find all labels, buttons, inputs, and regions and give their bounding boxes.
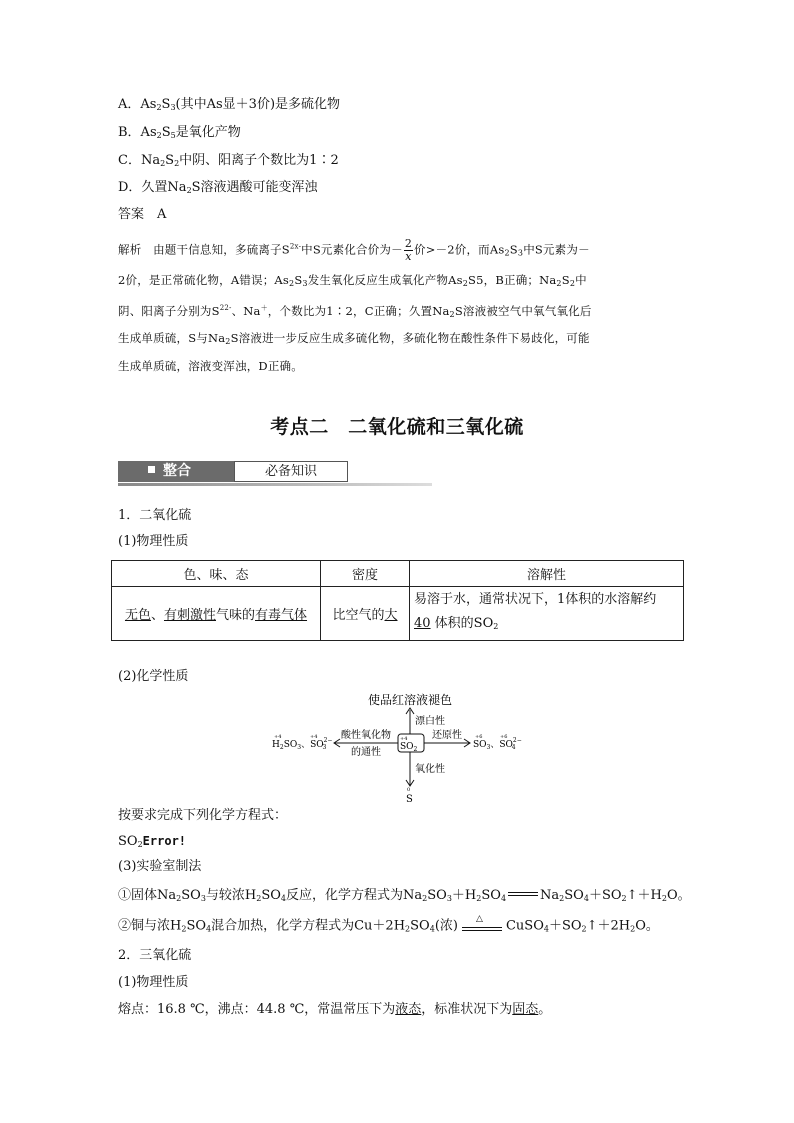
so2-properties-diagram (260, 692, 540, 804)
banner-box: 必备知识 (234, 461, 348, 482)
diagram-left-species: $H_2SO_3$、$SO^{2-}$ 3 (272, 737, 333, 751)
table-header: 色、味、态 (112, 561, 321, 587)
properties-table (111, 560, 684, 641)
explanation-line-2: 2价，是正常硫化物，A错误；$As_2S_3$发生氧化反应生成氧化产物$As_2S5$，B正确；$Na_2S_2$中 (118, 273, 587, 288)
svg-text:0: 0 (407, 787, 411, 793)
table-header: 溶解性 (410, 561, 684, 587)
table-cell-color-smell: 无色、有刺激性气味的有毒气体 (112, 587, 321, 641)
fraction: $\frac{2}{x}$ (404, 237, 413, 263)
heading-so2: 1．二氧化硫 (118, 508, 192, 523)
diagram-left-label-2: 的通性 (351, 747, 381, 758)
diagram-bottom: S (406, 794, 413, 804)
lab-equation-2: ②铜与浓$H_2SO_4$混合加热，化学方程式为$Cu+2H_2SO_4$(浓) △ $CuSO_4+SO_2↑+2H_2O$。 (118, 914, 659, 934)
section-title: 考点二 二氧化硫和三氧化硫 (270, 416, 524, 438)
heading-so3: 2．三氧化硫 (118, 948, 192, 963)
table-cell-density: 比空气的大 (321, 587, 410, 641)
table-cell-solubility: 易溶于水，通常状况下，1体积的水溶解约 40 体积的$SO_2$ (410, 587, 684, 641)
diagram-top: 使品红溶液褪色 (367, 693, 453, 707)
option-b: B．$As_2S_5$是氧化产物 (118, 125, 241, 140)
diagram-left-label-1: 酸性氧化物 (341, 730, 391, 741)
lab-equation-1: ①固体$Na_2SO_3$与较浓$H_2SO_4$反应，化学方程式为$Na_2SO_3+H_2SO_4$ $Na_2SO_4+SO_2↑+H_2O$。 (118, 888, 691, 903)
equals-sign (508, 892, 538, 896)
diagram-right-species: $SO_3$、$SO^{2-}$ 4 (473, 737, 522, 751)
diagram-bleach: 漂白性 (415, 716, 445, 727)
table-header: 密度 (321, 561, 410, 587)
heading-chemical: (2)化学性质 (118, 669, 189, 684)
svg-text:+4: +4 (310, 734, 318, 740)
explanation-line-3: 阴、阳离子分别为$S^{22-}$、Na＋，个数比为1∶2，C正确；久置$Na_2S$溶液被空气中氧气氧化后 (118, 304, 592, 319)
svg-text:+6: +6 (475, 734, 483, 740)
answer: 答案 A (118, 207, 167, 222)
diagram-oxid: 氧化性 (415, 764, 445, 775)
banner-rule (118, 483, 432, 486)
complete-prompt: 按要求完成下列化学方程式： (118, 808, 288, 823)
svg-text:+4: +4 (400, 736, 408, 742)
section-banner (118, 461, 432, 487)
diagram-reduc: 还原性 (432, 730, 462, 741)
heading-physical-2: (1)物理性质 (118, 975, 189, 990)
option-a: A．$As_2S_3$(其中As显＋3价)是多硫化物 (118, 97, 341, 112)
heading-lab: (3)实验室制法 (118, 859, 202, 874)
explanation-line-1: 解析 由题干信息知，多硫离子$S^{2x-}$中S元素化合价为－ $\frac{2}{x}$ 价>－2价，而$As_2S_3$中S元素为－ (118, 237, 590, 263)
svg-text:+4: +4 (274, 734, 282, 740)
square-icon (148, 466, 155, 473)
heading-physical: (1)物理性质 (118, 534, 189, 549)
diagram-center: $SO_2$ (400, 742, 418, 753)
svg-text:+6: +6 (500, 734, 508, 740)
explanation-line-4: 生成单质硫，S与$Na_2S$溶液进一步反应生成多硫化物，多硫化物在酸性条件下易歧化，可能 (118, 331, 590, 346)
banner-label: 整合 (118, 461, 234, 482)
explanation-line-5: 生成单质硫，溶液变浑浊，D正确。 (118, 359, 303, 373)
option-c: C．$Na_2S_2$中阴、阳离子个数比为1∶2 (118, 153, 339, 168)
so3-properties: 熔点：16.8 ℃，沸点：44.8 ℃，常温常压下为液态，标准状况下为固态。 (118, 1002, 552, 1017)
option-d: D．久置$Na_2S$溶液遇酸可能变浑浊 (118, 180, 318, 195)
heating-arrow-icon: △ (462, 919, 502, 933)
error-line: $SO_2Error$! (118, 834, 187, 849)
